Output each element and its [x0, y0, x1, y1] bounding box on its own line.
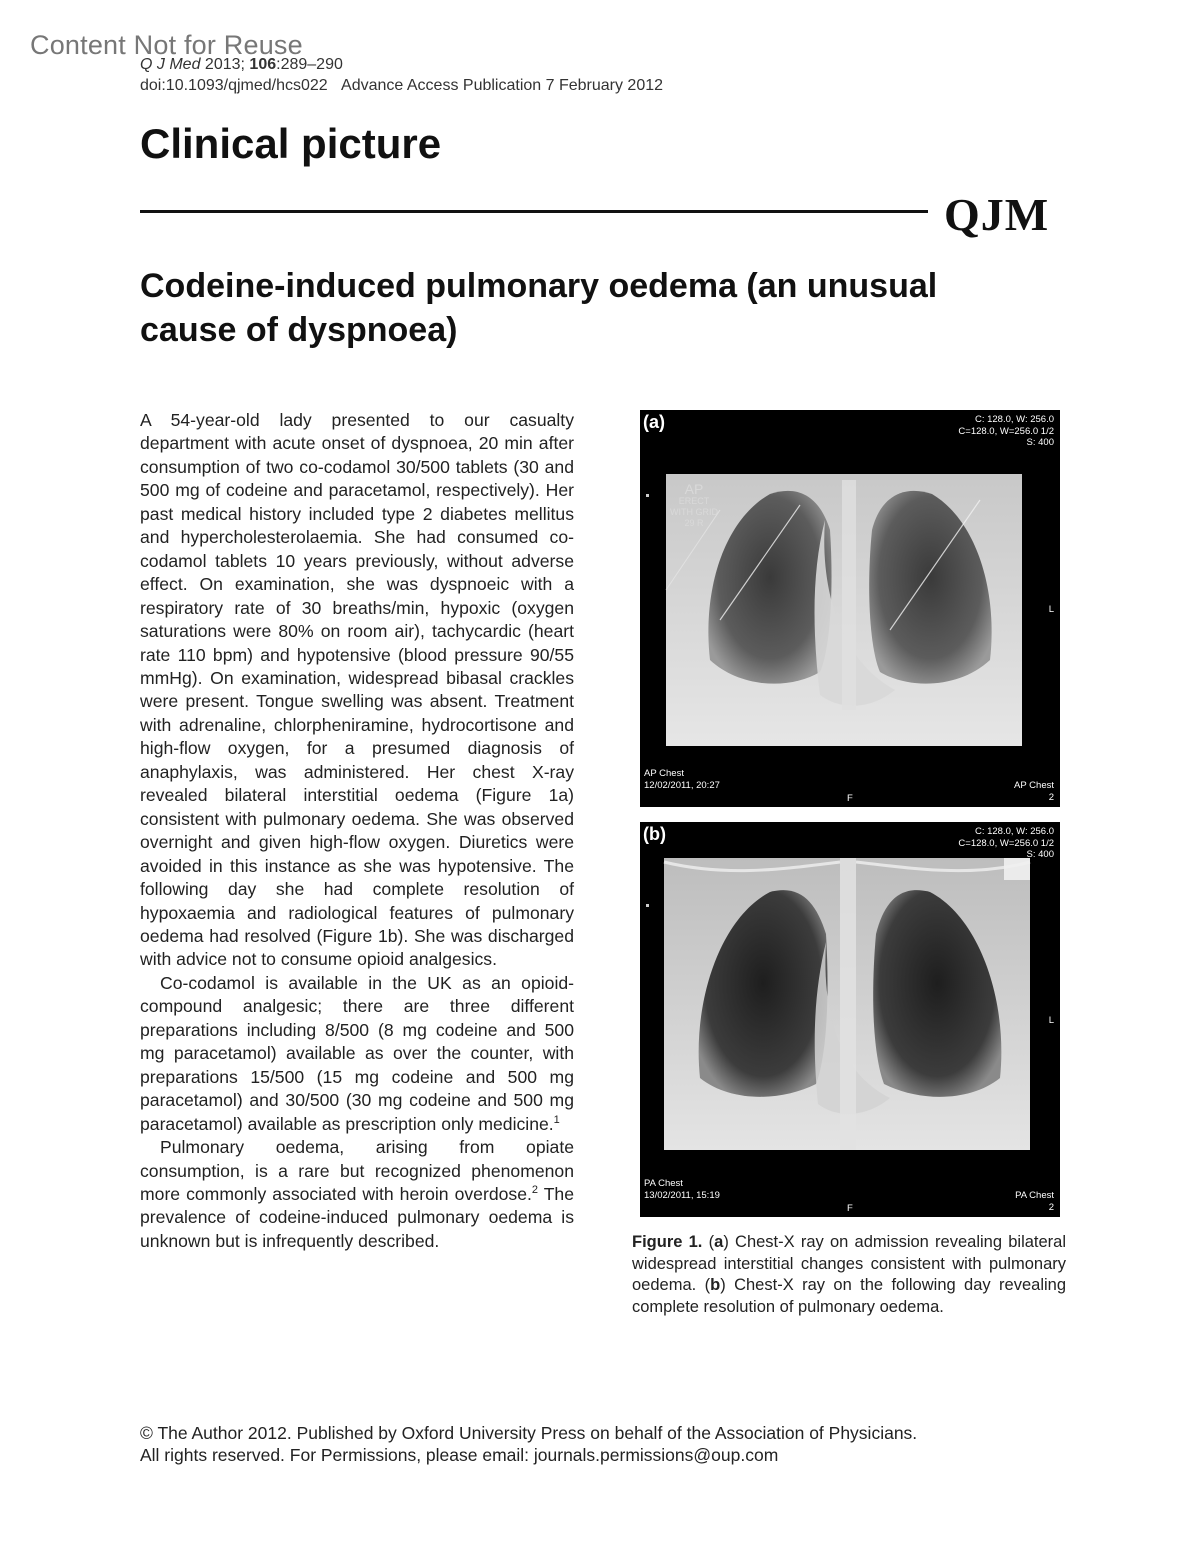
- panel-a-dot-marker: [646, 494, 649, 497]
- figure-panel-a: [640, 410, 1060, 807]
- panel-b-window-level: [958, 826, 1054, 861]
- panel-b-dot-marker: [646, 904, 649, 907]
- panel-a-window-level: [958, 414, 1054, 449]
- caption-a-text: Chest-X ray on admission revealing bilateral widespread interstitial changes consistent with pulmonary oedema.: [632, 1233, 1067, 1294]
- panel-a-wl-1: C: 128.0, W: 256.0: [974, 414, 1054, 425]
- citation-line-2: [140, 75, 663, 96]
- panel-a-bottom-marker: F: [847, 793, 853, 804]
- chest-xray-a-image: [640, 410, 1060, 807]
- watermark-text: Content Not for Reuse: [30, 30, 303, 60]
- reference-2[interactable]: 2: [531, 1184, 538, 1197]
- journal-logo: QJM: [944, 189, 1050, 240]
- panel-a-view-right: [1014, 780, 1054, 803]
- panel-a-view-info: [644, 768, 720, 791]
- panel-b-view-info: [644, 1178, 720, 1201]
- body-paragraph-2: [140, 972, 574, 1136]
- body-paragraph-3-text-b: The prevalence of codeine-induced pulmonary oedema is unknown but is infrequently described.: [140, 1183, 575, 1251]
- panel-b-label: (b): [643, 824, 666, 844]
- footer-line-2: All rights reserved. For Permissions, please email: journals.permissions@oup.com: [140, 1445, 779, 1465]
- panel-a-wl-3: S: 400: [1026, 437, 1054, 448]
- panel-b-wl-1: C: 128.0, W: 256.0: [974, 826, 1054, 837]
- panel-a-tag-grid: WITH GRID: [670, 507, 718, 517]
- reference-1[interactable]: 1: [553, 1113, 560, 1126]
- citation-pages: :289–290: [276, 56, 343, 73]
- panel-a-tag-ap: AP: [684, 481, 704, 497]
- figure-panel-b: [640, 822, 1060, 1217]
- panel-a-tag-erect: ERECT: [678, 496, 710, 506]
- panel-b-wl-2: C=128.0, W=256.0 1/2: [958, 837, 1054, 849]
- panel-b-bottom-marker: F: [847, 1203, 853, 1214]
- panel-a-tag-side: 29 R: [684, 518, 704, 528]
- panel-b-view-right: [1015, 1190, 1054, 1213]
- caption-b-label: b: [710, 1276, 721, 1294]
- panel-a-label: (a): [643, 412, 665, 432]
- panel-a-view-right-label: AP Chest: [1014, 780, 1054, 791]
- panel-b-view-right-label: PA Chest: [1015, 1190, 1054, 1201]
- panel-b-image-number: 2: [1048, 1201, 1054, 1213]
- panel-b-date: 13/02/2011, 15:19: [644, 1189, 720, 1201]
- footer-line-1: © The Author 2012. Published by Oxford University Press on behalf of the Association of Physicians.: [140, 1423, 918, 1443]
- chest-xray-b-image: [640, 822, 1060, 1217]
- section-title: Clinical picture: [140, 120, 442, 167]
- panel-b-view: PA Chest: [644, 1178, 683, 1189]
- panel-a-image-number: 2: [1048, 791, 1054, 803]
- panel-b-side-marker: L: [1048, 1015, 1054, 1026]
- panel-a-view: AP Chest: [644, 768, 684, 779]
- citation-block: [140, 54, 663, 96]
- figure-caption: Figure 1. (a) Chest-X ray on admission revealing bilateral widespread interstitial changes consistent with pulmonary oedema. (b) Chest-X ray on the following day revealing complete resolution of pulmonary oedema.: [632, 1233, 1067, 1316]
- caption-label: Figure 1.: [632, 1233, 703, 1251]
- citation-access: Advance Access Publication 7 February 2012: [341, 77, 664, 94]
- citation-year: 2013;: [204, 56, 245, 73]
- article-title: Codeine-induced pulmonary oedema (an unusual cause of dyspnoea): [140, 267, 938, 349]
- citation-journal: Q J Med: [140, 56, 201, 73]
- panel-b-wl-3: S: 400: [1026, 849, 1054, 860]
- panel-a-date: 12/02/2011, 20:27: [644, 779, 720, 791]
- copyright-footer: [140, 1422, 917, 1466]
- caption-a-label: a: [714, 1233, 724, 1251]
- citation-doi[interactable]: doi:10.1093/qjmed/hcs022: [140, 77, 328, 94]
- panel-a-side-marker: L: [1048, 604, 1054, 615]
- caption-b-text: Chest-X ray on the following day revealing complete resolution of pulmonary oedema.: [632, 1276, 1067, 1316]
- panel-a-erect-tag: [670, 482, 718, 529]
- citation-volume: 106: [249, 56, 277, 73]
- panel-a-wl-2: C=128.0, W=256.0 1/2: [958, 425, 1054, 437]
- header-rule: [140, 210, 928, 213]
- body-paragraph-1: A 54-year-old lady presented to our casualty department with acute onset of dyspnoea, 20 min after consumption of two co-codamol 30/500 tablets (30 and 500 mg of codeine and paracetamol, respectively). Her past medical history included type 2 diabetes mellitus and hypercholesterolaemia. She had consumed co-codamol tablets 10 years previously, without adverse effect. On examination, she was dyspnoeic with a respiratory rate of 30 breaths/min, hypoxic (oxygen saturations were 80% on room air), tachycardic (heart rate 110 bpm) and hypotensive (blood pressure 90/55 mmHg). On examination, widespread bibasal crackles were present. Tongue swelling was absent. Treatment with adrenaline, chlorpheniramine, hydrocortisone and high-flow oxygen, for a presumed diagnosis of anaphylaxis, was administered. Her chest X-ray revealed bilateral interstitial oedema (Figure 1a) consistent with pulmonary oedema. She was observed overnight and given high-flow oxygen. Diuretics were avoided in this instance as she was hypotensive. The following day she had complete resolution of hypoxaemia and radiological features of pulmonary oedema had resolved (Figure 1b). She was discharged with advice not to consume opioid analgesics.: [140, 410, 574, 970]
- citation-line-1: [140, 54, 663, 75]
- body-paragraph-3: [140, 1136, 574, 1253]
- body-paragraph-2-text: Co-codamol is available in the UK as an opioid-compound analgesic; there are three different preparations including 8/500 (8 mg codeine and 500 mg paracetamol) available as over the counter, with preparations 15/500 (15 mg codeine and 500 mg paracetamol) and 30/500 (30 mg codeine and 500 mg paracetamol) available as prescription only medicine.: [140, 972, 574, 1134]
- article-body: [140, 409, 574, 1253]
- body-paragraph-3-text-a: Pulmonary oedema, arising from opiate consumption, is a rare but recognized phenomenon more commonly associated with heroin overdose.: [140, 1137, 574, 1204]
